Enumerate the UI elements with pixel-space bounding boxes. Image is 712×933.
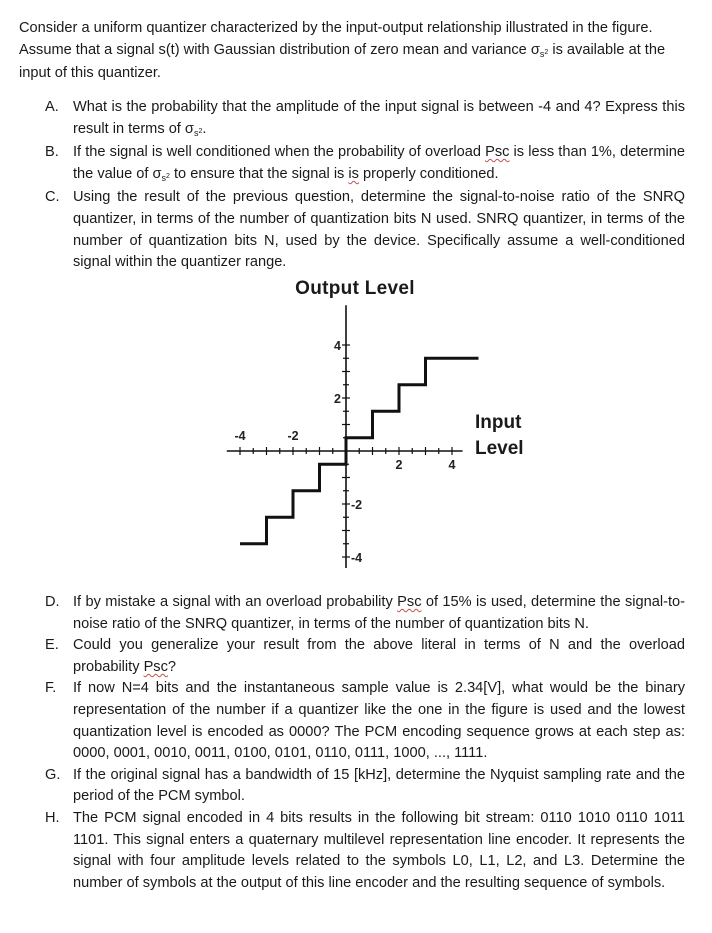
sigma-subscript: [540, 49, 548, 59]
question-letter: B.: [45, 144, 59, 161]
x-tick-label: 4: [448, 458, 456, 472]
question-b-text-3: to ensure that the signal is: [169, 165, 349, 182]
question-e: [45, 635, 685, 678]
question-letter: F.: [45, 680, 57, 697]
question-d-text-2: of 15% is used, determine the signal-to-noise ratio of the SNRQ quantizer, in terms of the number of quantization bits N.: [73, 594, 685, 632]
question-f: [45, 678, 685, 764]
psc-term: Psc: [485, 144, 510, 161]
question-text: [73, 142, 685, 187]
intro-line-1: Consider a uniform quantizer characterized by the input-output relationship illustrated in the figure.: [19, 20, 653, 36]
sigma-sub-letter: s: [161, 172, 167, 183]
x-tick-label: -2: [287, 429, 299, 443]
question-text: [73, 97, 685, 142]
question-b-text-4: properly conditioned.: [358, 165, 499, 182]
y-tick-label: -4: [351, 551, 363, 565]
y-tick-label: -2: [351, 498, 363, 512]
question-letter: A.: [45, 99, 59, 115]
question-b-text-2: is less than 1%, determine the value of: [73, 144, 685, 182]
intro-line-2: [19, 40, 689, 64]
psc-term: Psc: [143, 658, 168, 675]
questions-top: [45, 97, 685, 274]
question-e-text-1: Could you generalize your result from the above literal in terms of N and the overload probability: [73, 637, 685, 675]
sigma-subscript: [194, 128, 202, 138]
question-text: If the original signal has a bandwidth of 15 [kHz], determine the Nyquist sampling rate and the period of the PCM symbol.: [73, 766, 685, 805]
sigma-sub-letter: s: [539, 48, 545, 59]
question-text: [73, 635, 685, 678]
sigma-sup-2: 2: [166, 172, 170, 180]
output-level-label: Output Level: [295, 278, 415, 299]
y-tick-label: 4: [334, 339, 341, 353]
question-g: [45, 765, 685, 808]
repeated-word: is: [348, 165, 359, 182]
question-letter: H.: [45, 809, 60, 826]
x-tick-label: -4: [234, 429, 246, 443]
intro-line-2-end: is available at the: [548, 41, 666, 58]
question-letter: C.: [45, 189, 60, 206]
sigma-sup-2: 2: [198, 127, 203, 135]
question-letter: E.: [45, 637, 59, 654]
question-text: If now N=4 bits and the instantaneous sample value is 2.34[V], what would be the binary representation of the number if a quantizer like the one in the figure is used and the lowest quantization level is encoded as 0000? The PCM encoding sequence grows at each step as: 0000, 0001, 0010, 0011, 0100, 0101, 0110, 0111, 1000, ..., 1111.: [73, 680, 685, 762]
intro-line-3: input of this quantizer.: [19, 65, 161, 82]
question-d-text-1: If by mistake a signal with an overload probability: [73, 594, 398, 610]
sigma-sub-letter: s: [193, 127, 199, 138]
input-label-line-1: Input: [475, 412, 522, 433]
question-text: [73, 592, 685, 635]
question-letter: D.: [45, 594, 60, 610]
psc-term: Psc: [397, 594, 422, 610]
question-b-text-1: If the signal is well conditioned when the probability of overload: [73, 144, 486, 161]
question-h: [45, 808, 685, 894]
sigma-symbol: σ: [184, 120, 194, 137]
question-a-end: .: [202, 120, 207, 137]
quantizer-plot: [210, 270, 545, 568]
sigma-symbol: σ: [530, 41, 540, 58]
question-text: The PCM signal encoded in 4 bits results in the following bit stream: 0110 1010 0110 1011 1101. This signal enters a quaternary multilevel representation line encoder. It represents the signal with four amplitude levels related to the symbols L0, L1, L2, and L3. Determine the number of symbols at the output of this line encoder and the resulting sequence of symbols.: [73, 809, 685, 891]
question-letter: G.: [45, 766, 61, 783]
y-tick-label: 2: [334, 392, 341, 406]
x-tick-label: 2: [395, 458, 403, 472]
question-e-text-2: ?: [167, 658, 177, 675]
sigma-symbol: σ: [152, 165, 162, 182]
sigma-sup-2: 2: [544, 48, 549, 56]
question-c: [45, 187, 685, 273]
intro-paragraph: [19, 18, 689, 85]
question-b: [45, 142, 685, 187]
sigma-subscript: [162, 173, 170, 183]
question-text: Using the result of the previous question, determine the signal-to-noise ratio of the SNRQ quantizer, in terms of the number of quantization bits N used. SNRQ quantizer, in terms of the number of quantization bits N, used by the device. Specifically assume a well-conditioned signal within the quantizer range.: [73, 189, 685, 271]
questions-bottom: [45, 592, 685, 894]
intro-line-2-text: Assume that a signal s(t) with Gaussian distribution of zero mean and variance: [19, 41, 531, 58]
question-d: [45, 592, 685, 635]
input-label-line-2: Level: [475, 438, 524, 459]
question-a: [45, 97, 685, 142]
question-a-text: What is the probability that the amplitude of the input signal is between -4 and 4? Express this result in terms of: [73, 99, 685, 137]
quantizer-figure: [210, 270, 545, 568]
